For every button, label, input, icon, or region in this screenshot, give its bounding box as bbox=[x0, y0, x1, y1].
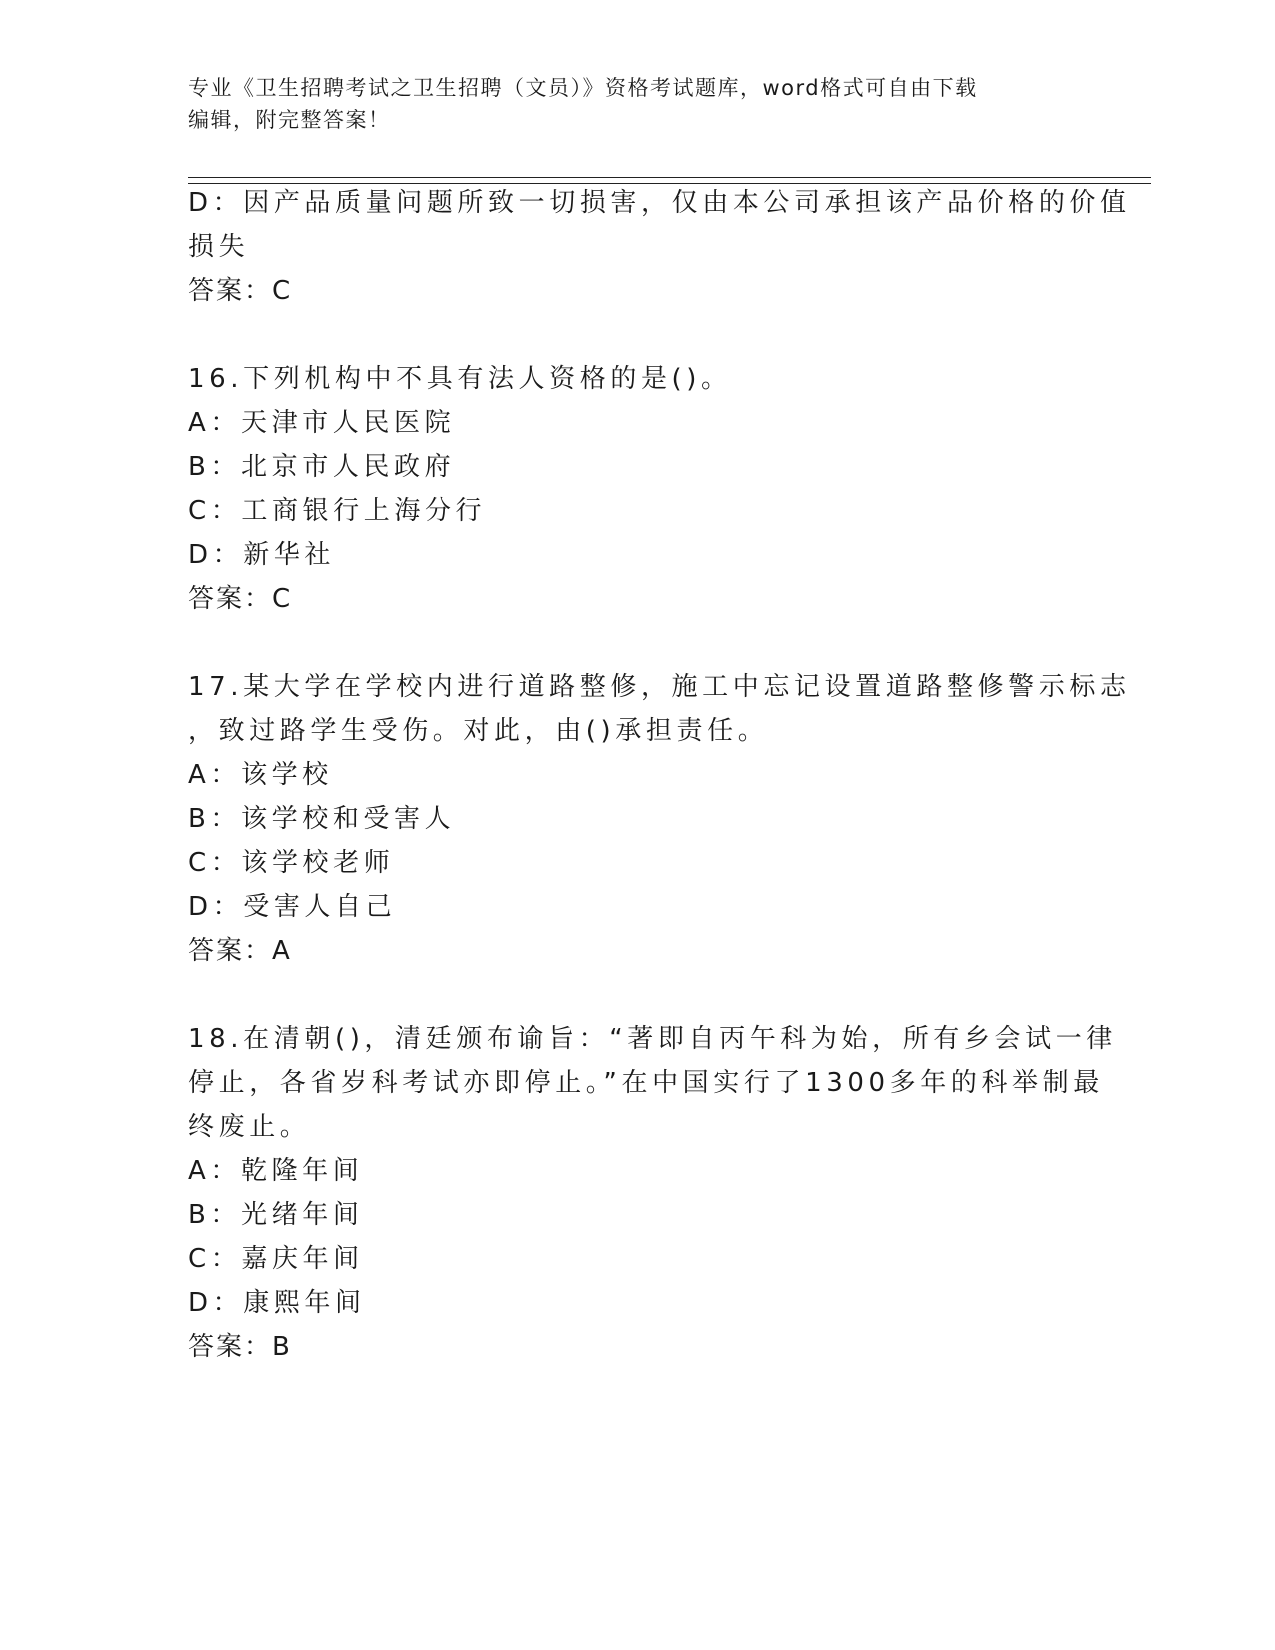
option-b: B：该学校和受害人 bbox=[188, 804, 456, 834]
header-rule-top bbox=[188, 177, 1151, 178]
answer: 答案：B bbox=[188, 1332, 292, 1362]
option-d: D：康熙年间 bbox=[188, 1288, 366, 1318]
option-c: C：该学校老师 bbox=[188, 848, 395, 878]
option-b: B：北京市人民政府 bbox=[188, 452, 456, 482]
question-stem-continued: 终废止。 bbox=[188, 1112, 311, 1142]
option-a: A：乾隆年间 bbox=[188, 1156, 364, 1186]
document-header bbox=[188, 72, 1088, 136]
option-d-continued: 损失 bbox=[188, 232, 250, 262]
option-c: C：工商银行上海分行 bbox=[188, 496, 487, 526]
question-stem-continued: 停止，各省岁科考试亦即停止。”在中国实行了1300多年的科举制最 bbox=[188, 1068, 1104, 1098]
header-rule-bottom bbox=[188, 183, 1151, 184]
question-stem: 16.下列机构中不具有法人资格的是()。 bbox=[188, 364, 732, 394]
option-a: A：该学校 bbox=[188, 760, 333, 790]
option-a: A：天津市人民医院 bbox=[188, 408, 456, 438]
option-d: D：因产品质量问题所致一切损害，仅由本公司承担该产品价格的价值 bbox=[188, 188, 1131, 218]
answer: 答案：C bbox=[188, 584, 293, 614]
answer: 答案：A bbox=[188, 936, 292, 966]
answer: 答案：C bbox=[188, 276, 293, 306]
option-b: B：光绪年间 bbox=[188, 1200, 364, 1230]
option-d: D：新华社 bbox=[188, 540, 336, 570]
header-line-2: 编辑，附完整答案！ bbox=[188, 108, 391, 132]
option-d: D：受害人自己 bbox=[188, 892, 397, 922]
option-c: C：嘉庆年间 bbox=[188, 1244, 364, 1274]
question-stem-continued: ，致过路学生受伤。对此，由()承担责任。 bbox=[188, 716, 769, 746]
question-stem: 18.在清朝()，清廷颁布谕旨：“著即自丙午科为始，所有乡会试一律 bbox=[188, 1024, 1117, 1054]
header-line-1: 专业《卫生招聘考试之卫生招聘（文员）》资格考试题库，word格式可自由下载 bbox=[188, 76, 978, 100]
question-stem: 17.某大学在学校内进行道路整修，施工中忘记设置道路整修警示标志 bbox=[188, 672, 1131, 702]
